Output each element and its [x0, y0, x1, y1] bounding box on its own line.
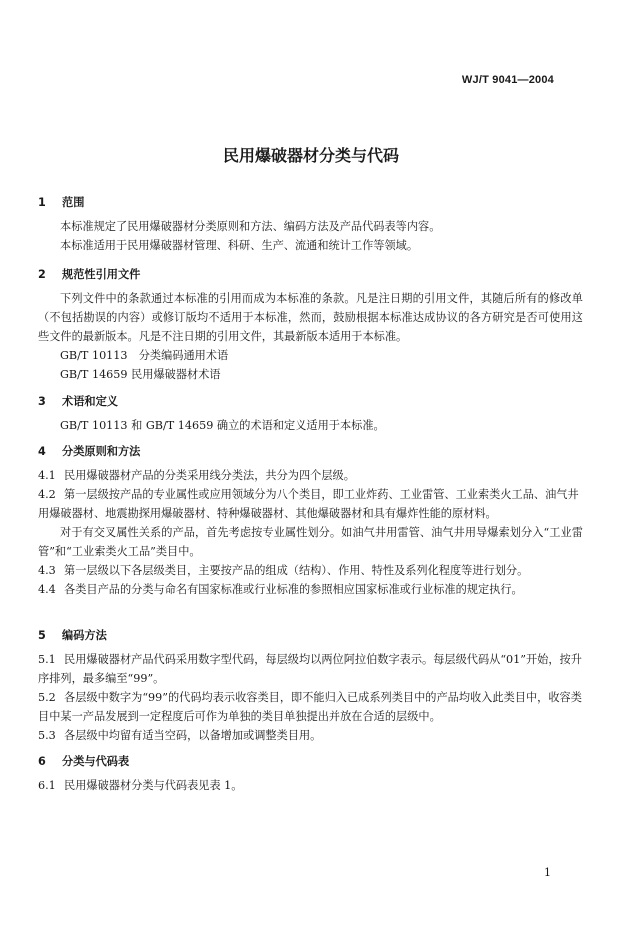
section-number: 6	[38, 755, 46, 768]
normative-reference: GB/T 14659 民用爆破器材术语	[60, 368, 221, 381]
clause-text: 第一层级以下各层级类目，主要按产品的组成（结构）、作用、特性及系列化程度等进行划分。	[64, 564, 529, 577]
section-title: 规范性引用文件	[62, 268, 141, 281]
clause-number: 5.2	[38, 691, 56, 704]
section-4	[38, 442, 583, 599]
normative-reference: GB/T 10113 分类编码通用术语	[60, 349, 229, 362]
paragraph: 下列文件中的条款通过本标准的引用而成为本标准的条款。凡是注日期的引用文件，其随后所有的修改单（不包括勘误的内容）或修订版均不适用于本标准，然而，鼓励根据本标准达成协议的各方研究是否可使用这些文件的最新版本。凡是不注日期的引用文件，其最新版本适用于本标准。	[38, 292, 583, 343]
section-title: 范围	[62, 196, 85, 209]
section-5	[38, 626, 583, 745]
section-number: 2	[38, 268, 46, 281]
page-title: 民用爆破器材分类与代码	[222, 146, 399, 165]
clause-number: 4.1	[38, 469, 56, 482]
section-title: 编码方法	[62, 629, 107, 642]
section-2	[38, 265, 583, 384]
section-number: 3	[38, 395, 46, 408]
paragraph: GB/T 10113 和 GB/T 14659 确立的术语和定义适用于本标准。	[60, 419, 385, 432]
section-heading	[38, 193, 583, 212]
section-title: 分类原则和方法	[62, 445, 141, 458]
clause	[38, 580, 583, 599]
clause-number: 4.2	[38, 488, 56, 501]
section-number: 1	[38, 196, 46, 209]
clause-text: 第一层级按产品的专业属性或应用领域分为八个类目，即工业炸药、工业雷管、工业索类火工品、油气井用爆破器材、地震勘探用爆破器材、特种爆破器材、其他爆破器材和具有爆炸性能的原材料。	[38, 488, 579, 520]
clause-text: 各类目产品的分类与命名有国家标准或行业标准的参照相应国家标准或行业标准的规定执行。	[64, 583, 523, 596]
section-title: 分类与代码表	[62, 755, 130, 768]
clause	[38, 776, 583, 795]
clause	[38, 688, 583, 726]
clause-text: 民用爆破器材产品的分类采用线分类法，共分为四个层级。	[64, 469, 355, 482]
clause-text: 民用爆破器材产品代码采用数字型代码，每层级均以两位阿拉伯数字表示。每层级代码从“01”开始，按升序排列，最多编至“99”。	[38, 653, 582, 685]
clause-number: 4.3	[38, 564, 56, 577]
paragraph: 对于有交叉属性关系的产品，首先考虑按专业属性划分。如油气井用雷管、油气井用导爆索划分入“工业雷管”和“工业索类火工品”类目中。	[38, 526, 583, 558]
section-number: 4	[38, 445, 46, 458]
section-6	[38, 752, 583, 795]
section-heading	[38, 392, 583, 411]
clause-text: 各层级中数字为“99”的代码均表示收容类目，即不能归入已成系列类目中的产品均收入此类目中，收容类目中某一产品发展到一定程度后可作为单独的类目单独提出并放在合适的层级中。	[38, 691, 582, 723]
paragraph: 本标准适用于民用爆破器材管理、科研、生产、流通和统计工作等领域。	[60, 239, 419, 252]
section-heading	[38, 626, 583, 645]
clause-number: 5.1	[38, 653, 56, 666]
clause	[38, 485, 583, 523]
section-heading	[38, 442, 583, 461]
page-number: 1	[544, 866, 551, 879]
section-number: 5	[38, 629, 46, 642]
section-3	[38, 392, 583, 435]
section-heading	[38, 265, 583, 284]
section-title: 术语和定义	[62, 395, 118, 408]
clause	[38, 561, 583, 580]
clause	[38, 466, 583, 485]
clause-number: 6.1	[38, 779, 56, 792]
clause-number: 5.3	[38, 729, 56, 742]
clause	[38, 650, 583, 688]
paragraph: 本标准规定了民用爆破器材分类原则和方法、编码方法及产品代码表等内容。	[60, 220, 441, 233]
clause-text: 各层级中均留有适当空码，以备增加或调整类目用。	[64, 729, 322, 742]
section-heading	[38, 752, 583, 771]
clause-number: 4.4	[38, 583, 56, 596]
clause-text: 民用爆破器材分类与代码表见表 1。	[64, 779, 243, 792]
section-1	[38, 193, 583, 255]
clause	[38, 726, 583, 745]
standard-code: WJ/T 9041—2004	[461, 74, 554, 86]
